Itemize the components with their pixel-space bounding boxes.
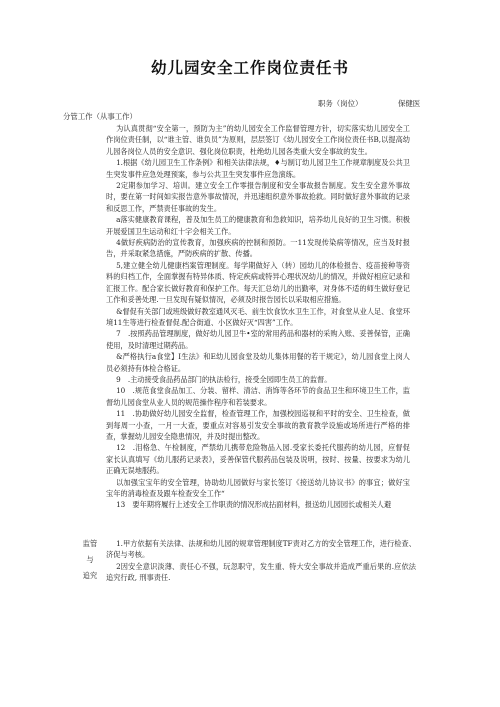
position-value: 保健医 xyxy=(398,99,421,108)
supervision-side-label xyxy=(75,537,105,582)
duty-item-2: 2定期参加学习、培训。建立安全工作零报告制度和安全事故报告制度。发生安全意外事故时，要在第一时间如实报告意外事故情况，并迅速组织意外事故抢救。同时做好意外事故的记录和反思工作，严禁责任事故的发生。 xyxy=(106,181,410,213)
supervision-item-2: 2因安全意识淡薄、责任心不强，玩忽职守，发生重、特大安全事故并造成严重后果的.应依法追究行政, 刑事责任. xyxy=(106,561,416,583)
duty-item-1: 1.根据《幼儿园卫生工作条例》和相关法律法规，♦与制订幼儿园卫生工作规章制度及公共卫生突发事件应急处理预案，参与公共卫生突发事件应急演练。 xyxy=(106,158,410,179)
duty-item-4: 4做好疾病防治的宣传教育，加强疾病的控制和预防。一11发现传染病等情况，应当及时报告，并采取紧急措施，严防疾病的扩散、传播。 xyxy=(106,238,410,259)
duty-item-9: 9 .主动接受食品药品部门的执法检行，接受全园即生员工的监督。 xyxy=(116,374,332,384)
duty-item-7: 7 .按照药品管理制度，做好幼儿园卫牛•室的常用药品和器材的采购入账、妥善保管，正确使用，及时清理过期药品。 xyxy=(106,329,410,350)
duty-item-10: 10 .规范食堂食品加工、分装、留样、清洁、消饰等各环节的食品卫生和环境卫生工作，监督幼儿园食堂从业人员的规范操作程序和若装要求。 xyxy=(106,386,410,407)
supervision-body xyxy=(106,538,416,584)
supervision-item-1: 1.甲方依据有关法律、法规和幼儿园的规章管理制度TF责对乙方的安全管理工作，进行检查、济促与考核。 xyxy=(106,539,416,560)
side-label-2: 与 xyxy=(86,555,94,564)
responsibility-body xyxy=(106,123,410,511)
duty-item-11: 11 .协助做好幼儿园安全监督，检查管理工作，加强校园巡视和平时的安全、卫生检查，做到每周一小查，一月一大查，要重点对容易引发安全事故的教育教学设施或场所进行严格的排查，掌握幼儿园安全隐患情况，并及时提出整改。 xyxy=(106,409,410,441)
document-title: 幼儿园安全工作岗位责任书 xyxy=(150,59,349,77)
duty-item-8: &严格执行a食堂】I生法》和E幼儿园食堂及幼儿集体用餐的若干规定》，幼儿园食堂上岗人员必须持有体检合格证。 xyxy=(106,352,410,373)
duty-item-12b: 以加强宝宝年的安全管理，协助幼儿园做好与家长签订《接送幼儿协议书》的事宜；做好宝宝年的消毒检查及跟车检查安全工作“ xyxy=(106,477,410,498)
duty-item-6: &督促有关部门或班级做好教室通风灭毛、前生饮食饮水卫生工作，对食堂从业人足、食堂环境11生等进行检查督促.配合街道、小区做好灭“四害”工作。 xyxy=(106,306,410,327)
side-label-1: 监管 xyxy=(82,539,98,548)
duty-item-5: 5,建立健全幼儿健康档案管理制度。每学期做好入（转）园幼儿的体检报告、疫苗接种等资料的归档工作，全面掌握有特异体质、特定疾病或特异心理状况幼儿的情况，并做好相应记录和汇报工作。配合家长做好教育和保护工作。每天汇总幼儿的出勤率，对身体不适的师生做好登记工作和妥善处理.一旦发现有疑似情况，必须及时报告园长以采取相应措施。 xyxy=(106,260,410,305)
duty-item-13: 13 要年期将履行上述安全工作职责的情况形成拈面材料，报送幼儿园园长或相关人避 xyxy=(116,500,392,510)
intro-paragraph: 为认真贯彻“安全第一，预防为主”的幼儿园安全工作监督管理方针，切实落实幼儿园安全工作岗位责任制，以“谁主管、谁负员”为原则，层层签订《幼儿园安全工作岗位责任书B,以提高幼儿园各岗位人员的安全意识、强化岗位职责，杜绝幼儿园各类重大安全事故的发生。 xyxy=(106,124,410,156)
position-label: 职务（岗位） xyxy=(318,99,363,108)
duty-item-12: 12 .泪格急、午检制度，严禁幼儿携带危险物品入园.受家长委托代服药的幼儿园，应督促家长认真填写《幼儿服药记录表》，妥善保管代服药品包装及说明，按时、按量、按要求为幼儿正确无误地服药。 xyxy=(106,443,410,476)
duty-item-3: a落实健康教育课程，普及加生员工的健康教育和急救知识，培养幼儿良好的卫生习惯。积极开展爱国卫生运动和红十字会相关工作。 xyxy=(106,215,410,236)
duty-label: 分管工作（从事工作） xyxy=(63,112,137,121)
side-label-3: 追究 xyxy=(82,571,98,580)
